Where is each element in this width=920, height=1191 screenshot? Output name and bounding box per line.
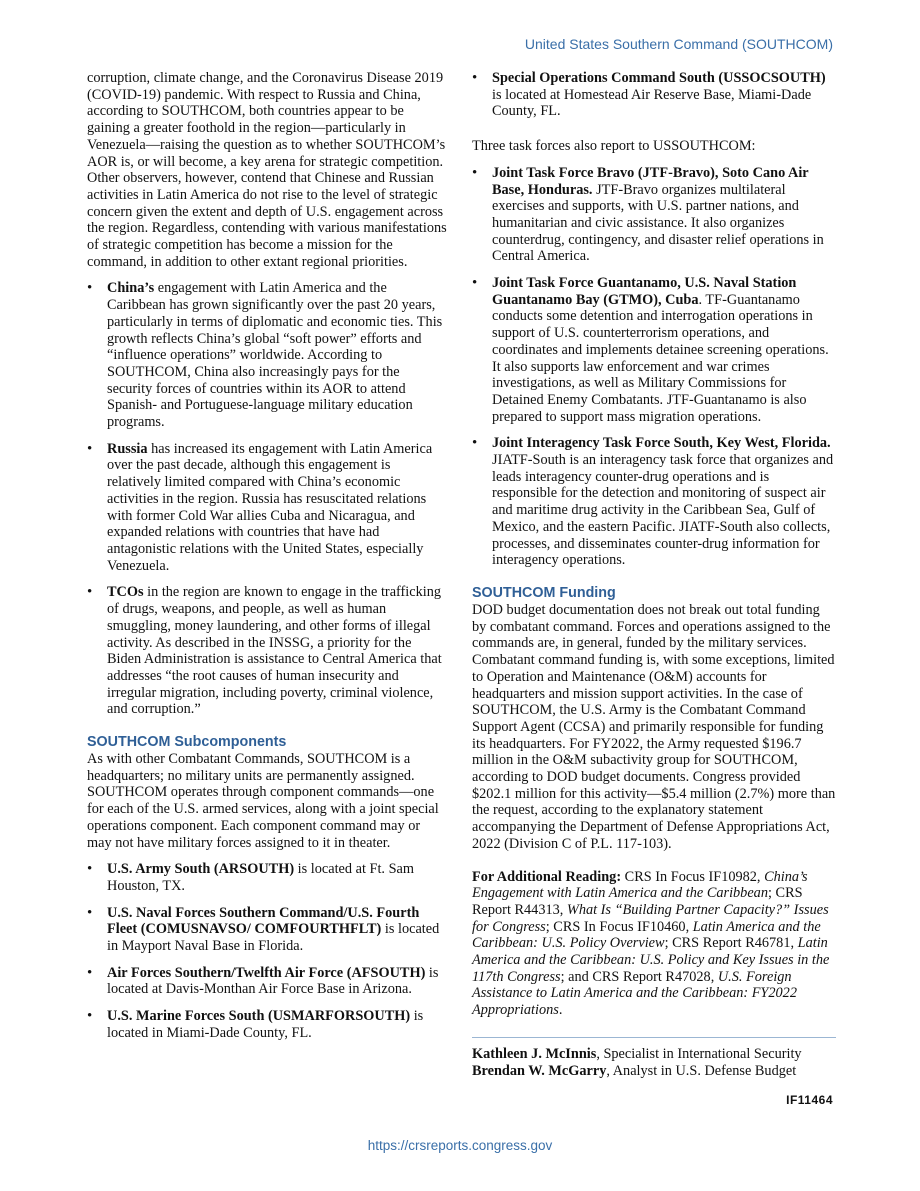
list-item: • U.S. Naval Forces Southern Command/U.S. Fourth Fleet (COMUSNAVSO/ COMFOURTHFLT) is located in Mayport Naval Base in Florida. (87, 905, 448, 955)
funding-heading: SOUTHCOM Funding (472, 584, 616, 601)
task-force-list (472, 165, 836, 569)
component-list (87, 861, 448, 1041)
list-item: • U.S. Army South (ARSOUTH) is located at Ft. Sam Houston, TX. (87, 861, 448, 894)
list-item: • China’s engagement with Latin America and the Caribbean has grown significantly over the past 20 years, particularly in terms of diplomatic and economic ties. This growth reflects China’s global “soft power” efforts and “influence operations” worldwide. According to SOUTHCOM, China also increasingly pays for the security forces of countries within its AOR to attend Spanish- and Portuguese-language military education programs. (87, 280, 448, 430)
list-item: • Air Forces Southern/Twelfth Air Force (AFSOUTH) is located at Davis-Monthan Air Force Base in Arizona. (87, 965, 448, 998)
intro-paragraph: corruption, climate change, and the Coronavirus Disease 2019 (COVID-19) pandemic. With respect to Russia and China, according to SOUTHCOM, both countries appear to be gaining a greater foothold in the region—particularly in Venezuela—raising the question as to whether SOUTHCOM’s AOR is, or will become, a key arena for strategic competition. Other observers, however, contend that Chinese and Russian activities in Latin America do not rise to the level of strategic concern given the extent and depth of U.S. engagement across the region. Regardless, contending with various manifestations of strategic competition has become a mission for the command, in addition to other extant regional priorities. (87, 70, 447, 270)
author-divider (472, 1037, 836, 1038)
actor-list (87, 280, 448, 718)
document-id: IF11464 (786, 1093, 833, 1107)
list-item: • Joint Interagency Task Force South, Key West, Florida. JIATF-South is an interagency task force that organizes and leads interagency counter-drug operations and is responsible for the detection and monitoring of suspect air and maritime drug activity in the Caribbean Sea, Gulf of Mexico, and the eastern Pacific. JIATF-South also collects, processes, and disseminates counter-drug information for interagency operations. (472, 435, 836, 569)
subcomponents-heading: SOUTHCOM Subcomponents (87, 734, 287, 751)
soc-list (472, 70, 836, 120)
list-item: • Joint Task Force Bravo (JTF-Bravo), Soto Cano Air Base, Honduras. JTF-Bravo organizes multilateral exercises and supports, with U.S. partner nations, and humanitarian and civic assistance. It also organizes counterdrug, contingency, and disaster relief operations in Central America. (472, 165, 836, 265)
running-header: United States Southern Command (SOUTHCOM) (524, 36, 833, 52)
list-item: • Special Operations Command South (USSOCSOUTH) is located at Homestead Air Reserve Base, Miami-Dade County, FL. (472, 70, 836, 120)
task-forces-intro: Three task forces also report to USSOUTHCOM: (472, 138, 756, 155)
additional-reading: For Additional Reading: CRS In Focus IF10982, China’s Engagement with Latin America and the Caribbean; CRS Report R44313, What Is “Building Partner Capacity?” Issues for Congress; CRS In Focus IF10460, Latin America and the Caribbean: U.S. Policy Overview; CRS Report R46781, Latin America and the Caribbean: U.S. Policy and Key Issues in the 117th Congress; and CRS Report R47028, U.S. Foreign Assistance to Latin America and the Caribbean: FY2022 Appropriations. (472, 868, 830, 1019)
list-item: • TCOs in the region are known to engage in the trafficking of drugs, weapons, and people, as well as human smuggling, money laundering, and other forms of illegal activity. As described in the INSSG, a priority for the Biden Administration is assistance to Central America that addresses “the root causes of human insecurity and irregular migration, including poverty, criminal violence, and corruption.” (87, 584, 448, 718)
list-item: • Joint Task Force Guantanamo, U.S. Naval Station Guantanamo Bay (GTMO), Cuba. TF-Guantanamo conducts some detention and interrogation operations in support of U.S. counterterrorism operations, and coordinates and implements detainee screening operations. It also supports law enforcement and war crimes investigations, as well as Military Commissions for Detained Enemy Combatants. JTF-Guantanamo is also prepared to support mass migration operations. (472, 275, 836, 425)
footer-link[interactable]: https://crsreports.congress.gov (367, 1138, 553, 1153)
funding-paragraph: DOD budget documentation does not break out total funding by combatant command. Forces and operations assigned to the commands are, in general, funded by the military services. Combatant command funding is, with some exceptions, limited to Operation and Maintenance (O&M) accounts for headquarters and mission support activities. In the case of SOUTHCOM, the U.S. Army is the Combatant Command Support Agent (CCSA) and primarily responsible for funding its headquarters. For FY2022, the Army requested $196.7 million in the O&M subactivity group for SOUTHCOM, according to DOD budget documents. Congress provided $202.1 million for this activity—$5.4 million (2.7%) more than the request, according to the explanatory statement accompanying the Department of Defense Appropriations Act, 2022 (Division C of P.L. 117-103). (472, 601, 836, 852)
subcomponents-intro: As with other Combatant Commands, SOUTHCOM is a headquarters; no military units are permanently assigned. SOUTHCOM operates through component commands—one for each of the U.S. armed services, along with a joint special operations component. Each component command may or may not have military forces assigned to it in theater. (87, 751, 439, 851)
author-line: Kathleen J. McInnis, Specialist in International Security (472, 1045, 802, 1062)
right-column (472, 70, 836, 1079)
left-column (87, 70, 448, 1052)
list-item: • Russia has increased its engagement with Latin America over the past decade, although this engagement is relatively limited compared with China’s economic activities in the region. Russia has resuscitated relations with former Cold War allies Cuba and Nicaragua, and expanded relations with countries that have had antagonistic relations with the United States, especially Venezuela. (87, 441, 448, 575)
author-line: Brendan W. McGarry, Analyst in U.S. Defense Budget (472, 1062, 797, 1079)
list-item: • U.S. Marine Forces South (USMARFORSOUTH) is located in Miami-Dade County, FL. (87, 1008, 448, 1041)
